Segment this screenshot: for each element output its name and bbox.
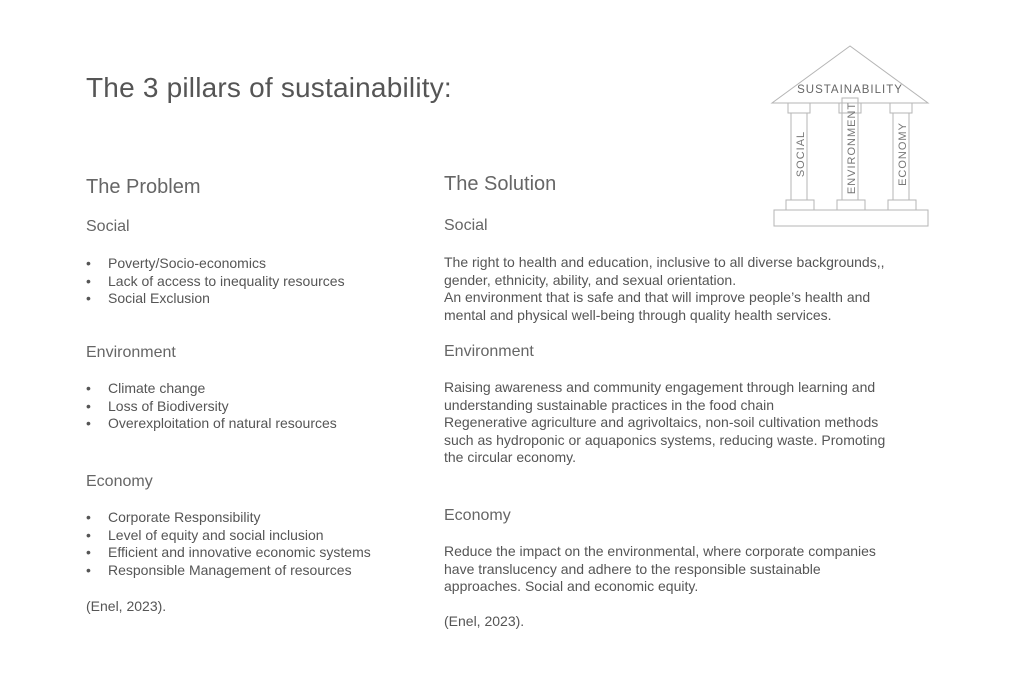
solution-citation: (Enel, 2023).: [444, 613, 525, 629]
text-line: the circular economy.: [444, 449, 577, 466]
problem-environment-heading: Environment: [86, 344, 176, 361]
temple-base: [774, 210, 928, 226]
list-item: • Corporate Responsibility: [86, 509, 371, 527]
list-item: • Loss of Biodiversity: [86, 398, 337, 416]
text-line: An environment that is safe and that will improve people’s health and: [444, 289, 871, 306]
temple-roof-label: SUSTAINABILITY: [797, 84, 903, 96]
text-line: Regenerative agriculture and agrivoltaics, non-soil cultivation methods: [444, 414, 879, 431]
list-item: • Poverty/Socio-economics: [86, 255, 345, 273]
problem-heading: The Problem: [86, 176, 201, 198]
solution-social-heading: Social: [444, 217, 488, 234]
text-line: understanding sustainable practices in the food chain: [444, 396, 774, 413]
text-line: Raising awareness and community engagement through learning and: [444, 379, 876, 395]
text-line: The right to health and education, inclusive to all diverse backgrounds,,: [444, 254, 885, 270]
text-line: mental and physical well-being through quality health services.: [444, 306, 832, 323]
list-item: • Efficient and innovative economic systems: [86, 544, 371, 562]
list-item: • Responsible Management of resources: [86, 562, 371, 580]
solution-economy-text: [444, 543, 876, 596]
list-item: • Social Exclusion: [86, 290, 345, 308]
page-title: The 3 pillars of sustainability:: [86, 72, 452, 103]
pillar-label-environment: ENVIRONMENT: [846, 101, 858, 195]
solution-social-text: [444, 254, 885, 324]
list-item: • Level of equity and social inclusion: [86, 527, 371, 545]
problem-citation: (Enel, 2023).: [86, 598, 167, 614]
problem-social-heading: Social: [86, 218, 130, 235]
problem-social-list: [86, 255, 345, 308]
list-item: • Climate change: [86, 380, 337, 398]
pillar-label-economy: ECONOMY: [897, 122, 909, 186]
problem-economy-heading: Economy: [86, 473, 153, 490]
list-item: • Overexploitation of natural resources: [86, 415, 337, 433]
text-line: such as hydroponic or aquaponics systems, reducing waste. Promoting: [444, 431, 886, 448]
list-item: • Lack of access to inequality resources: [86, 273, 345, 291]
text-line: approaches. Social and economic equity.: [444, 578, 699, 595]
text-line: Reduce the impact on the environmental, where corporate companies: [444, 543, 876, 559]
text-line: have translucency and adhere to the responsible sustainable: [444, 560, 821, 577]
text-line: gender, ethnicity, ability, and sexual orientation.: [444, 271, 737, 288]
problem-environment-list: [86, 380, 337, 433]
pillar-label-social: SOCIAL: [795, 130, 807, 178]
solution-economy-heading: Economy: [444, 507, 511, 524]
solution-environment-heading: Environment: [444, 343, 534, 360]
solution-environment-text: [444, 379, 885, 467]
sustainability-temple-illustration: [768, 44, 932, 230]
problem-economy-list: [86, 509, 371, 579]
solution-heading: The Solution: [444, 173, 557, 195]
